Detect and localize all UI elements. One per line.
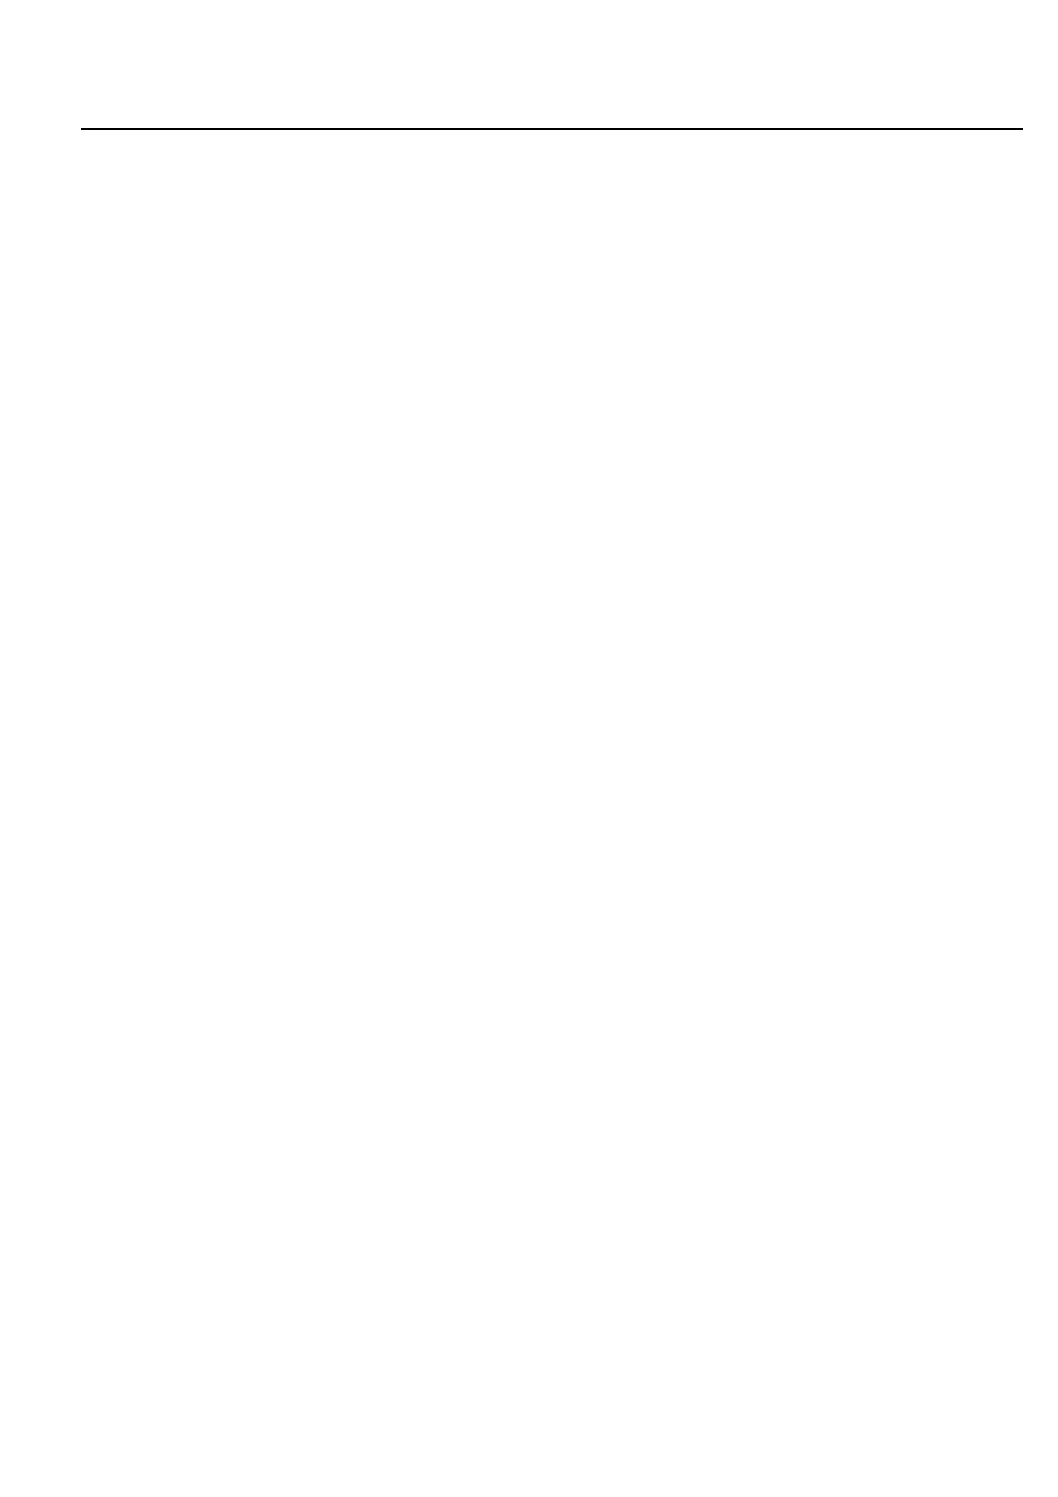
results-table [81, 128, 1023, 130]
